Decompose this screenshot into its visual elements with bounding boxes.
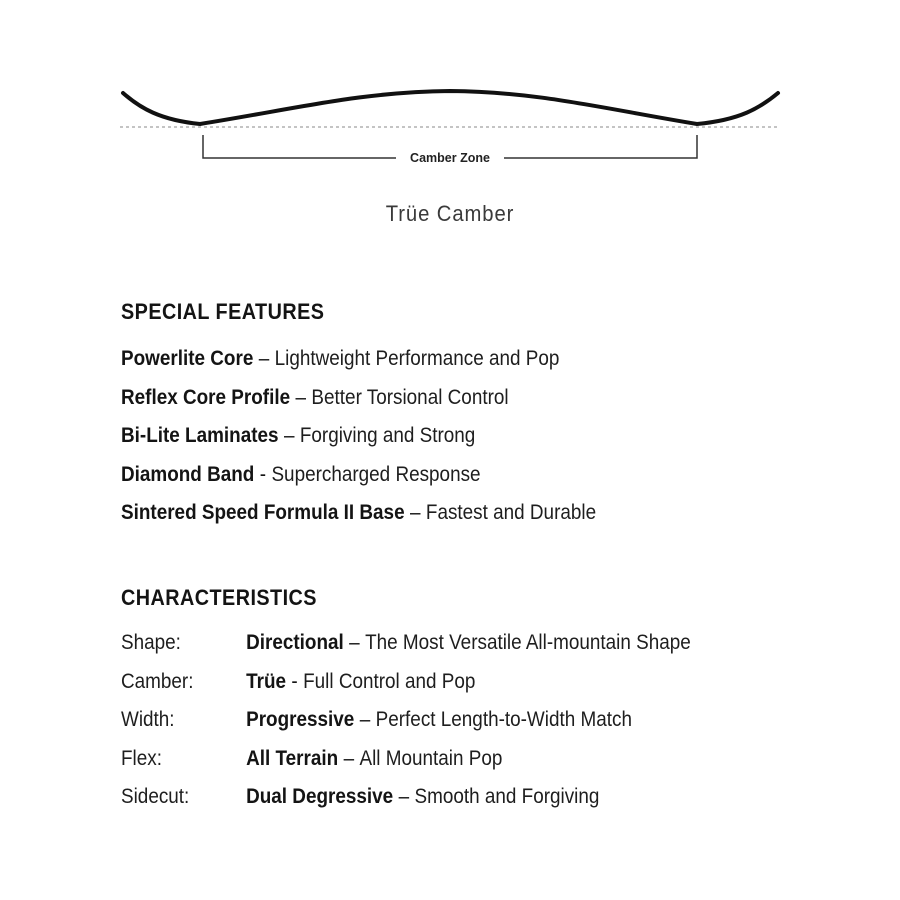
feature-description: Fastest and Durable: [425, 501, 597, 524]
characteristics-list: [121, 624, 841, 817]
characteristic-separator: -: [291, 669, 298, 693]
characteristic-separator: –: [343, 746, 355, 770]
characteristic-value: All Terrain: [246, 746, 339, 770]
characteristic-description: Full Control and Pop: [303, 669, 476, 693]
feature-description: Forgiving and Strong: [299, 424, 476, 447]
feature-name: Bi-Lite Laminates: [121, 424, 279, 447]
characteristic-row: [121, 624, 769, 663]
feature-separator: –: [283, 424, 295, 447]
special-features-title: SPECIAL FEATURES: [121, 299, 325, 324]
characteristic-description: Perfect Length-to-Width Match: [375, 708, 632, 731]
feature-name: Diamond Band: [121, 462, 255, 486]
feature-separator: –: [409, 501, 421, 524]
board-profile-curve: [123, 91, 778, 124]
characteristic-key: Sidecut:: [121, 785, 190, 808]
profile-name: Trüe Camber: [385, 201, 515, 226]
feature-description: Supercharged Response: [271, 462, 481, 486]
feature-separator: –: [258, 347, 270, 370]
feature-description: Better Torsional Control: [311, 385, 509, 409]
feature-description: Lightweight Performance and Pop: [274, 347, 560, 370]
special-features-section: [121, 296, 841, 533]
feature-row: [121, 340, 769, 379]
characteristic-separator: –: [398, 785, 410, 808]
feature-name: Reflex Core Profile: [121, 385, 291, 409]
characteristic-row: [121, 663, 769, 702]
characteristic-description: Smooth and Forgiving: [414, 785, 600, 808]
characteristic-value: Trüe: [246, 669, 287, 693]
characteristic-row: [121, 740, 769, 779]
feature-name: Powerlite Core: [121, 347, 254, 370]
camber-zone-label: Camber Zone: [410, 151, 490, 165]
characteristic-row: [121, 778, 769, 817]
feature-row: [121, 379, 769, 418]
characteristic-value: Dual Degressive: [246, 785, 394, 808]
feature-row: [121, 456, 769, 495]
characteristic-key: Shape:: [121, 631, 181, 654]
characteristics-section: [121, 582, 841, 817]
characteristic-separator: –: [359, 708, 371, 731]
feature-separator: -: [259, 462, 267, 486]
feature-name: Sintered Speed Formula II Base: [121, 501, 405, 524]
characteristic-separator: –: [349, 631, 360, 654]
feature-row: [121, 494, 769, 533]
characteristic-value: Directional: [246, 631, 344, 654]
characteristic-key: Camber:: [121, 669, 194, 693]
characteristic-key: Flex:: [121, 746, 162, 770]
characteristics-title: CHARACTERISTICS: [121, 585, 317, 610]
feature-row: [121, 417, 769, 456]
characteristic-row: [121, 701, 769, 740]
characteristic-value: Progressive: [246, 708, 355, 731]
characteristic-description: The Most Versatile All-mountain Shape: [365, 631, 691, 654]
characteristic-description: All Mountain Pop: [359, 746, 503, 770]
feature-separator: –: [295, 385, 307, 409]
characteristic-key: Width:: [121, 708, 175, 731]
